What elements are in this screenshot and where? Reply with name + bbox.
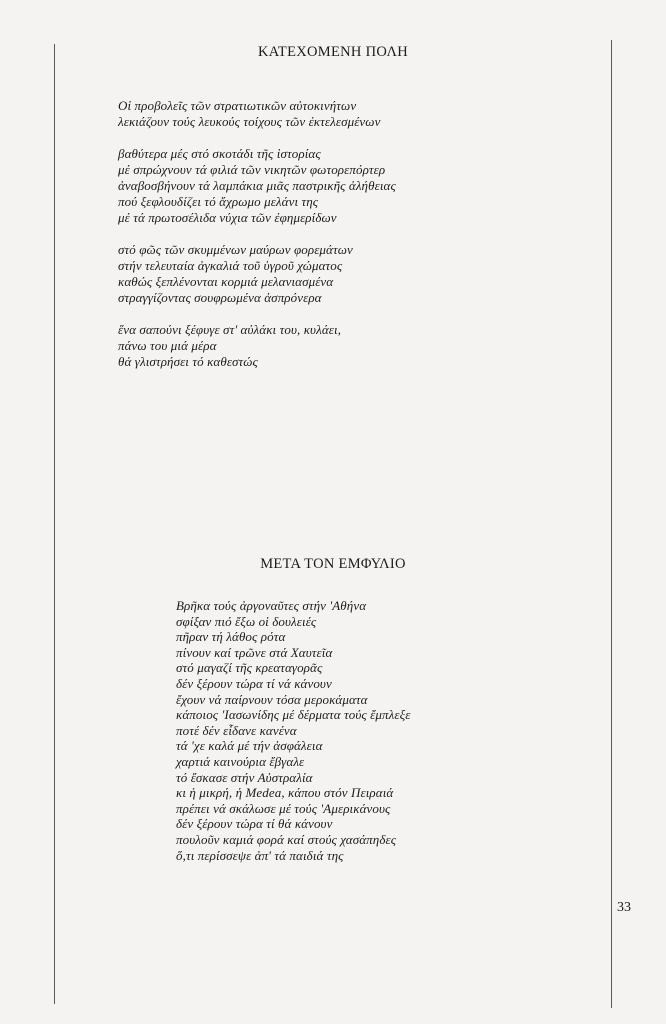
poem-line: μέ τά πρωτοσέλιδα νύχια τῶν ἐφημερίδων — [118, 210, 337, 225]
poem-line: στό μαγαζί τῆς κρεαταγορᾶς — [176, 660, 323, 676]
stanza-3 — [118, 242, 396, 306]
poem-line: χαρτιά καινούρια ἔβγαλε — [176, 753, 305, 769]
right-margin-line — [611, 40, 612, 1008]
poem-line: ὅ,τι περίσσεψε ἀπ' τά παιδιά της — [176, 847, 344, 863]
poem-line: δέν ξέρουν τώρα τί θά κάνουν — [176, 816, 333, 832]
poem-line: στό φῶς τῶν σκυμμένων μαύρων φορεμάτων — [118, 242, 353, 257]
poem-line: λεκιάζουν τούς λευκούς τοίχους τῶν ἐκτελεσμένων — [118, 114, 381, 129]
poem-line: μέ σπρώχνουν τά φιλιά τῶν νικητῶν φωτορεπόρτερ — [118, 162, 386, 177]
poem-line: στραγγίζοντας σουφρωμένα ἀσπρόνερα — [118, 290, 322, 305]
page-number: 33 — [617, 900, 631, 915]
poem-line: ἀναβοσβήνουν τά λαμπάκια μιᾶς παστρικῆς ἀλήθειας — [118, 178, 396, 193]
poem-line: κι ἡ μικρή, ἡ Medea, κάπου στόν Πειραιά — [176, 785, 394, 801]
poem-line: σφίξαν πιό ἔξω οἱ δουλειές — [176, 613, 317, 629]
poem-line: στήν τελευταία ἀγκαλιά τοῦ ὑγροῦ χώματος — [118, 258, 343, 273]
poem-title-2: ΜΕΤΑ ΤΟΝ ΕΜΦΥΛΙΟ — [260, 556, 406, 572]
stanza-1 — [118, 98, 396, 130]
poem-line: ποτέ δέν εἶδανε κανένα — [176, 722, 297, 738]
poem-body-2 — [176, 598, 410, 863]
left-margin-line — [54, 44, 55, 1004]
poem-line: δέν ξέρουν τώρα τί νά κάνουν — [176, 675, 332, 691]
poem-line: πού ξεφλουδίζει τό ἄχρωμο μελάνι της — [118, 194, 319, 209]
poem-line: κάποιος 'Ιασωνίδης μέ δέρματα τούς ἔμπλεξε — [176, 707, 411, 723]
poem-line: πάνω του μιά μέρα — [118, 338, 217, 353]
stanza-2 — [118, 146, 396, 226]
poem-line: καθώς ξεπλένονται κορμιά μελανιασμένα — [118, 274, 334, 289]
stanza-4 — [118, 322, 396, 370]
poem-line: τό ἔσκασε στήν Αὐστραλία — [176, 769, 313, 785]
poem-line: ἔχουν νά παίρνουν τόσα μεροκάματα — [176, 691, 368, 707]
poem-title-1: ΚΑΤΕΧΟΜΕΝΗ ΠΟΛΗ — [257, 44, 409, 60]
poem-line: πίνουν καί τρῶνε στά Χαυτεῖα — [176, 644, 333, 660]
poem-line: πουλοῦν καμιά φορά καί στούς χασάπηδες — [176, 831, 397, 847]
poem-line: Βρῆκα τούς ἀργοναῦτες στήν 'Αθήνα — [176, 598, 367, 613]
poem-line: βαθύτερα μές στό σκοτάδι τῆς ἱστορίας — [118, 146, 321, 161]
poem-line: τά 'χε καλά μέ τήν ἀσφάλεια — [176, 738, 323, 754]
poem-line: πῆραν τή λάθος ρότα — [176, 629, 286, 645]
poem-body-1 — [118, 98, 396, 386]
poem-line: Οἱ προβολεῖς τῶν στρατιωτικῶν αὐτοκινήτων — [118, 98, 357, 113]
poem-line: πρέπει νά σκάλωσε μέ τούς 'Αμερικάνους — [176, 800, 391, 816]
poem-line: θά γλιστρήσει τό καθεστώς — [118, 354, 258, 369]
poem-line: ἕνα σαπούνι ξέφυγε στ' αὐλάκι του, κυλάει, — [118, 322, 342, 337]
